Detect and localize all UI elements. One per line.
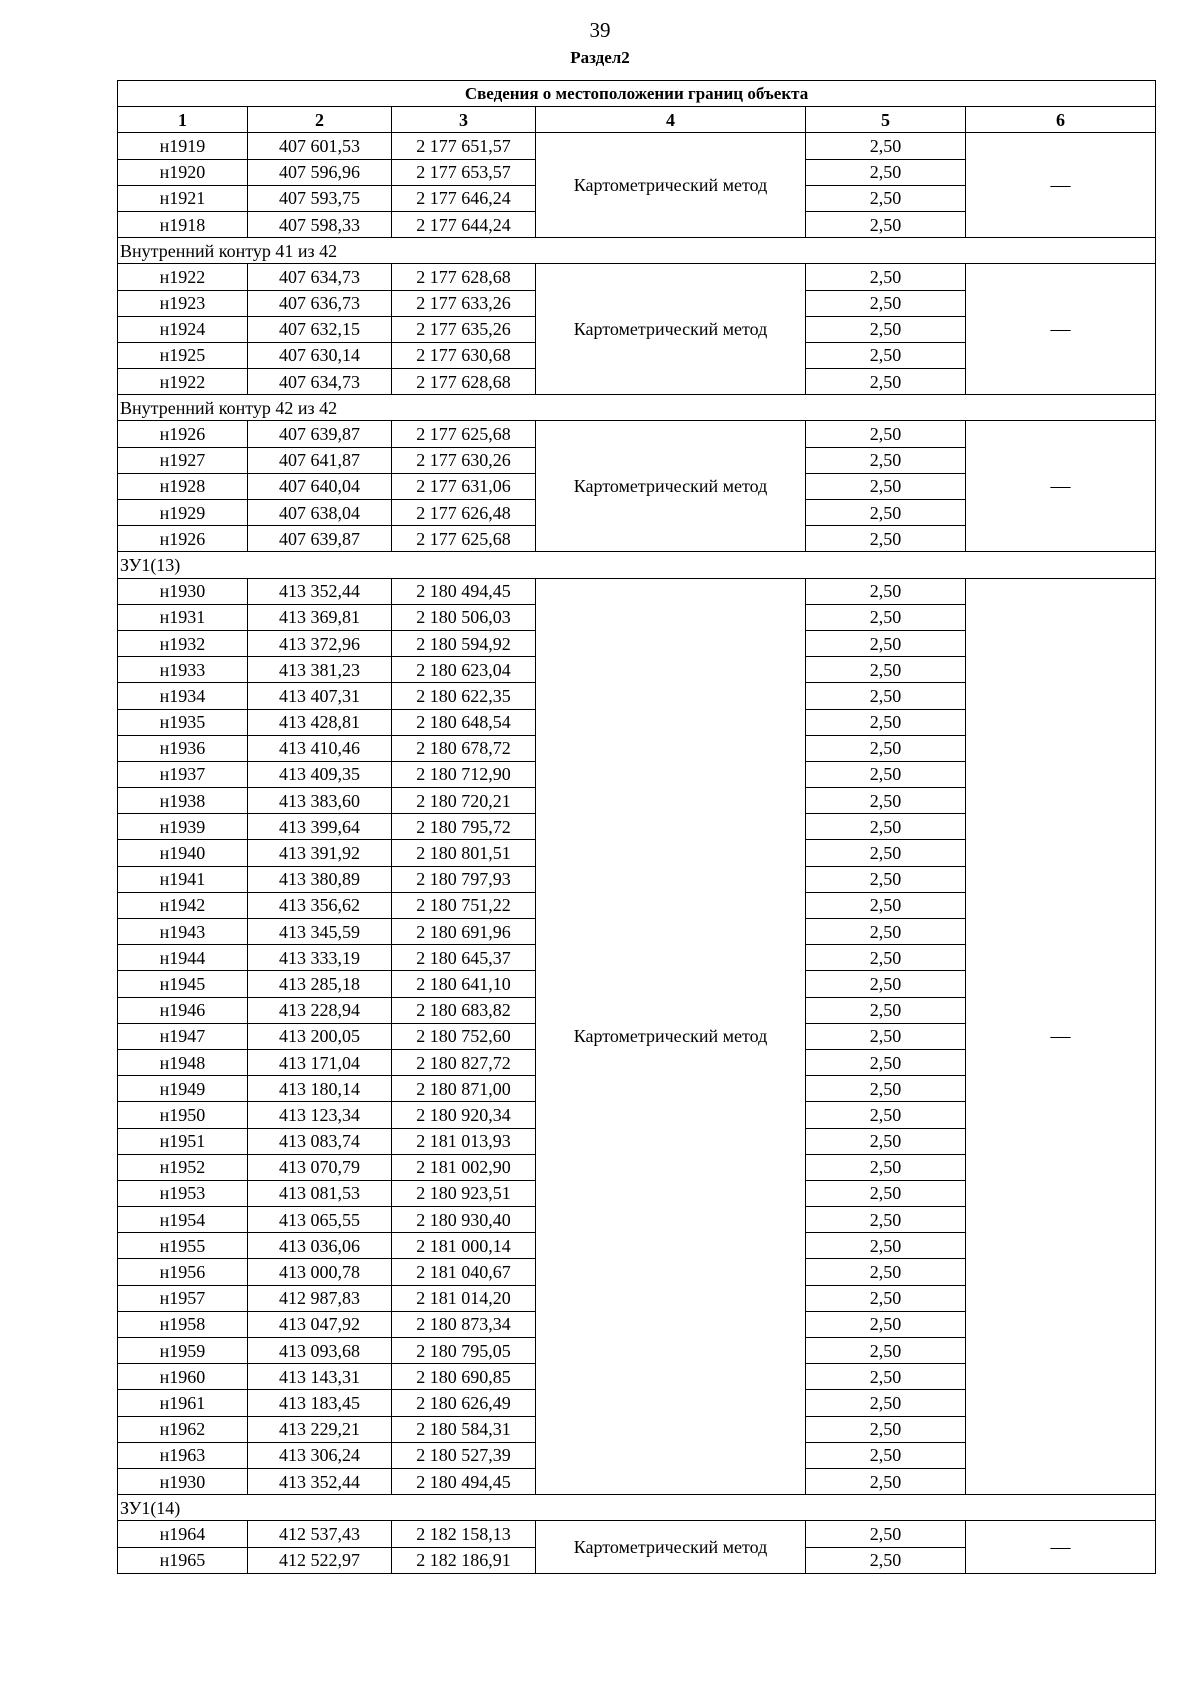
y-coordinate-cell: 2 180 648,54 (392, 709, 536, 735)
column-number: 5 (806, 107, 966, 133)
point-name-cell: н1940 (118, 840, 248, 866)
y-coordinate-cell: 2 181 040,67 (392, 1259, 536, 1285)
accuracy-cell: 2,50 (806, 133, 966, 159)
column-number: 6 (966, 107, 1156, 133)
y-coordinate-cell: 2 177 644,24 (392, 211, 536, 237)
y-coordinate-cell: 2 180 920,34 (392, 1102, 536, 1128)
point-name-cell: н1927 (118, 447, 248, 473)
x-coordinate-cell: 413 081,53 (248, 1180, 392, 1206)
y-coordinate-cell: 2 177 630,68 (392, 342, 536, 368)
accuracy-cell: 2,50 (806, 1416, 966, 1442)
y-coordinate-cell: 2 177 651,57 (392, 133, 536, 159)
x-coordinate-cell: 413 200,05 (248, 1023, 392, 1049)
x-coordinate-cell: 407 634,73 (248, 264, 392, 290)
point-name-cell: н1963 (118, 1442, 248, 1468)
accuracy-cell: 2,50 (806, 264, 966, 290)
accuracy-cell: 2,50 (806, 421, 966, 447)
x-coordinate-cell: 413 228,94 (248, 997, 392, 1023)
x-coordinate-cell: 407 636,73 (248, 290, 392, 316)
x-coordinate-cell: 413 143,31 (248, 1364, 392, 1390)
point-name-cell: н1946 (118, 997, 248, 1023)
column-number: 1 (118, 107, 248, 133)
accuracy-cell: 2,50 (806, 604, 966, 630)
y-coordinate-cell: 2 181 002,90 (392, 1154, 536, 1180)
point-name-cell: н1965 (118, 1547, 248, 1573)
y-coordinate-cell: 2 180 678,72 (392, 735, 536, 761)
table-row (118, 421, 1156, 447)
accuracy-cell: 2,50 (806, 1468, 966, 1494)
y-coordinate-cell: 2 180 622,35 (392, 683, 536, 709)
x-coordinate-cell: 413 171,04 (248, 1049, 392, 1075)
point-name-cell: н1956 (118, 1259, 248, 1285)
x-coordinate-cell: 413 333,19 (248, 945, 392, 971)
accuracy-cell: 2,50 (806, 997, 966, 1023)
y-coordinate-cell: 2 180 930,40 (392, 1207, 536, 1233)
accuracy-cell: 2,50 (806, 526, 966, 552)
x-coordinate-cell: 413 352,44 (248, 578, 392, 604)
accuracy-cell: 2,50 (806, 1442, 966, 1468)
point-name-cell: н1923 (118, 290, 248, 316)
section-label-row (118, 238, 1156, 264)
accuracy-cell: 2,50 (806, 1259, 966, 1285)
y-coordinate-cell: 2 177 628,68 (392, 264, 536, 290)
y-coordinate-cell: 2 180 691,96 (392, 919, 536, 945)
y-coordinate-cell: 2 177 626,48 (392, 500, 536, 526)
y-coordinate-cell: 2 180 797,93 (392, 866, 536, 892)
x-coordinate-cell: 413 047,92 (248, 1311, 392, 1337)
x-coordinate-cell: 413 036,06 (248, 1233, 392, 1259)
y-coordinate-cell: 2 180 923,51 (392, 1180, 536, 1206)
accuracy-cell: 2,50 (806, 1102, 966, 1128)
table-title: Сведения о местоположении границ объекта (118, 81, 1156, 107)
point-name-cell: н1962 (118, 1416, 248, 1442)
accuracy-cell: 2,50 (806, 1180, 966, 1206)
accuracy-cell: 2,50 (806, 316, 966, 342)
point-name-cell: н1937 (118, 761, 248, 787)
accuracy-cell: 2,50 (806, 1207, 966, 1233)
point-name-cell: н1933 (118, 657, 248, 683)
method-cell: Картометрический метод (536, 578, 806, 1495)
method-cell: Картометрический метод (536, 133, 806, 238)
point-name-cell: н1929 (118, 500, 248, 526)
boundary-table (117, 80, 1156, 1574)
accuracy-cell: 2,50 (806, 735, 966, 761)
x-coordinate-cell: 413 229,21 (248, 1416, 392, 1442)
x-coordinate-cell: 407 639,87 (248, 526, 392, 552)
x-coordinate-cell: 413 391,92 (248, 840, 392, 866)
x-coordinate-cell: 413 000,78 (248, 1259, 392, 1285)
accuracy-cell: 2,50 (806, 1521, 966, 1547)
point-name-cell: н1949 (118, 1076, 248, 1102)
accuracy-cell: 2,50 (806, 814, 966, 840)
accuracy-cell: 2,50 (806, 447, 966, 473)
x-coordinate-cell: 413 381,23 (248, 657, 392, 683)
point-name-cell: н1926 (118, 526, 248, 552)
point-name-cell: н1953 (118, 1180, 248, 1206)
y-coordinate-cell: 2 180 720,21 (392, 788, 536, 814)
accuracy-cell: 2,50 (806, 159, 966, 185)
note-dash-cell: — (966, 264, 1156, 395)
section-label-row (118, 552, 1156, 578)
point-name-cell: н1964 (118, 1521, 248, 1547)
note-dash-cell: — (966, 578, 1156, 1495)
page-number: 39 (589, 18, 611, 42)
accuracy-cell: 2,50 (806, 840, 966, 866)
y-coordinate-cell: 2 180 641,10 (392, 971, 536, 997)
accuracy-cell: 2,50 (806, 945, 966, 971)
point-name-cell: н1941 (118, 866, 248, 892)
x-coordinate-cell: 407 601,53 (248, 133, 392, 159)
y-coordinate-cell: 2 177 631,06 (392, 473, 536, 499)
column-number: 2 (248, 107, 392, 133)
x-coordinate-cell: 413 285,18 (248, 971, 392, 997)
x-coordinate-cell: 413 070,79 (248, 1154, 392, 1180)
section-label: Внутренний контур 41 из 42 (118, 238, 1156, 264)
point-name-cell: н1920 (118, 159, 248, 185)
accuracy-cell: 2,50 (806, 211, 966, 237)
y-coordinate-cell: 2 180 795,72 (392, 814, 536, 840)
x-coordinate-cell: 413 383,60 (248, 788, 392, 814)
y-coordinate-cell: 2 180 871,00 (392, 1076, 536, 1102)
y-coordinate-cell: 2 180 683,82 (392, 997, 536, 1023)
y-coordinate-cell: 2 180 584,31 (392, 1416, 536, 1442)
accuracy-cell: 2,50 (806, 342, 966, 368)
x-coordinate-cell: 412 537,43 (248, 1521, 392, 1547)
accuracy-cell: 2,50 (806, 1338, 966, 1364)
accuracy-cell: 2,50 (806, 1076, 966, 1102)
x-coordinate-cell: 413 399,64 (248, 814, 392, 840)
x-coordinate-cell: 407 630,14 (248, 342, 392, 368)
x-coordinate-cell: 413 123,34 (248, 1102, 392, 1128)
x-coordinate-cell: 413 409,35 (248, 761, 392, 787)
point-name-cell: н1926 (118, 421, 248, 447)
point-name-cell: н1959 (118, 1338, 248, 1364)
y-coordinate-cell: 2 180 873,34 (392, 1311, 536, 1337)
point-name-cell: н1938 (118, 788, 248, 814)
point-name-cell: н1943 (118, 919, 248, 945)
x-coordinate-cell: 407 641,87 (248, 447, 392, 473)
column-number-row (118, 107, 1156, 133)
accuracy-cell: 2,50 (806, 1547, 966, 1573)
y-coordinate-cell: 2 180 752,60 (392, 1023, 536, 1049)
x-coordinate-cell: 413 345,59 (248, 919, 392, 945)
accuracy-cell: 2,50 (806, 1285, 966, 1311)
x-coordinate-cell: 413 380,89 (248, 866, 392, 892)
point-name-cell: н1948 (118, 1049, 248, 1075)
point-name-cell: н1942 (118, 892, 248, 918)
x-coordinate-cell: 413 410,46 (248, 735, 392, 761)
accuracy-cell: 2,50 (806, 578, 966, 604)
note-dash-cell: — (966, 1521, 1156, 1573)
accuracy-cell: 2,50 (806, 761, 966, 787)
x-coordinate-cell: 407 638,04 (248, 500, 392, 526)
y-coordinate-cell: 2 181 000,14 (392, 1233, 536, 1259)
point-name-cell: н1924 (118, 316, 248, 342)
point-name-cell: н1944 (118, 945, 248, 971)
point-name-cell: н1934 (118, 683, 248, 709)
x-coordinate-cell: 412 987,83 (248, 1285, 392, 1311)
section-label: Внутренний контур 42 из 42 (118, 395, 1156, 421)
y-coordinate-cell: 2 180 751,22 (392, 892, 536, 918)
point-name-cell: н1961 (118, 1390, 248, 1416)
y-coordinate-cell: 2 181 014,20 (392, 1285, 536, 1311)
y-coordinate-cell: 2 180 712,90 (392, 761, 536, 787)
accuracy-cell: 2,50 (806, 500, 966, 526)
x-coordinate-cell: 412 522,97 (248, 1547, 392, 1573)
note-dash-cell: — (966, 421, 1156, 552)
accuracy-cell: 2,50 (806, 1128, 966, 1154)
accuracy-cell: 2,50 (806, 290, 966, 316)
x-coordinate-cell: 413 065,55 (248, 1207, 392, 1233)
point-name-cell: н1936 (118, 735, 248, 761)
y-coordinate-cell: 2 180 594,92 (392, 630, 536, 656)
x-coordinate-cell: 407 598,33 (248, 211, 392, 237)
y-coordinate-cell: 2 180 494,45 (392, 578, 536, 604)
x-coordinate-cell: 413 356,62 (248, 892, 392, 918)
point-name-cell: н1955 (118, 1233, 248, 1259)
accuracy-cell: 2,50 (806, 1311, 966, 1337)
point-name-cell: н1950 (118, 1102, 248, 1128)
accuracy-cell: 2,50 (806, 630, 966, 656)
accuracy-cell: 2,50 (806, 1023, 966, 1049)
table-title-row (118, 81, 1156, 107)
y-coordinate-cell: 2 177 646,24 (392, 185, 536, 211)
table-row (118, 1521, 1156, 1547)
point-name-cell: н1922 (118, 369, 248, 395)
x-coordinate-cell: 407 593,75 (248, 185, 392, 211)
section-label: ЗУ1(14) (118, 1495, 1156, 1521)
point-name-cell: н1921 (118, 185, 248, 211)
point-name-cell: н1930 (118, 578, 248, 604)
x-coordinate-cell: 407 639,87 (248, 421, 392, 447)
y-coordinate-cell: 2 180 494,45 (392, 1468, 536, 1494)
accuracy-cell: 2,50 (806, 866, 966, 892)
x-coordinate-cell: 413 428,81 (248, 709, 392, 735)
y-coordinate-cell: 2 180 645,37 (392, 945, 536, 971)
point-name-cell: н1945 (118, 971, 248, 997)
y-coordinate-cell: 2 181 013,93 (392, 1128, 536, 1154)
x-coordinate-cell: 413 407,31 (248, 683, 392, 709)
x-coordinate-cell: 407 634,73 (248, 369, 392, 395)
point-name-cell: н1958 (118, 1311, 248, 1337)
section-title: Раздел2 (570, 48, 630, 67)
section-label-row (118, 395, 1156, 421)
accuracy-cell: 2,50 (806, 1390, 966, 1416)
x-coordinate-cell: 413 352,44 (248, 1468, 392, 1494)
point-name-cell: н1960 (118, 1364, 248, 1390)
y-coordinate-cell: 2 180 626,49 (392, 1390, 536, 1416)
x-coordinate-cell: 413 372,96 (248, 630, 392, 656)
y-coordinate-cell: 2 177 653,57 (392, 159, 536, 185)
note-dash-cell: — (966, 133, 1156, 238)
y-coordinate-cell: 2 177 630,26 (392, 447, 536, 473)
point-name-cell: н1930 (118, 1468, 248, 1494)
boundary-table-body (118, 81, 1156, 1574)
y-coordinate-cell: 2 180 506,03 (392, 604, 536, 630)
x-coordinate-cell: 407 640,04 (248, 473, 392, 499)
point-name-cell: н1922 (118, 264, 248, 290)
accuracy-cell: 2,50 (806, 892, 966, 918)
accuracy-cell: 2,50 (806, 1049, 966, 1075)
y-coordinate-cell: 2 177 625,68 (392, 421, 536, 447)
point-name-cell: н1952 (118, 1154, 248, 1180)
accuracy-cell: 2,50 (806, 683, 966, 709)
y-coordinate-cell: 2 177 633,26 (392, 290, 536, 316)
point-name-cell: н1918 (118, 211, 248, 237)
x-coordinate-cell: 413 369,81 (248, 604, 392, 630)
y-coordinate-cell: 2 182 186,91 (392, 1547, 536, 1573)
x-coordinate-cell: 407 596,96 (248, 159, 392, 185)
column-number: 4 (536, 107, 806, 133)
point-name-cell: н1957 (118, 1285, 248, 1311)
accuracy-cell: 2,50 (806, 1364, 966, 1390)
y-coordinate-cell: 2 177 628,68 (392, 369, 536, 395)
accuracy-cell: 2,50 (806, 473, 966, 499)
column-number: 3 (392, 107, 536, 133)
y-coordinate-cell: 2 182 158,13 (392, 1521, 536, 1547)
accuracy-cell: 2,50 (806, 919, 966, 945)
table-row (118, 578, 1156, 604)
y-coordinate-cell: 2 180 795,05 (392, 1338, 536, 1364)
point-name-cell: н1931 (118, 604, 248, 630)
point-name-cell: н1928 (118, 473, 248, 499)
accuracy-cell: 2,50 (806, 657, 966, 683)
point-name-cell: н1951 (118, 1128, 248, 1154)
method-cell: Картометрический метод (536, 421, 806, 552)
accuracy-cell: 2,50 (806, 1154, 966, 1180)
point-name-cell: н1939 (118, 814, 248, 840)
accuracy-cell: 2,50 (806, 788, 966, 814)
x-coordinate-cell: 413 306,24 (248, 1442, 392, 1468)
point-name-cell: н1947 (118, 1023, 248, 1049)
point-name-cell: н1932 (118, 630, 248, 656)
accuracy-cell: 2,50 (806, 185, 966, 211)
y-coordinate-cell: 2 180 527,39 (392, 1442, 536, 1468)
accuracy-cell: 2,50 (806, 1233, 966, 1259)
section-label-row (118, 1495, 1156, 1521)
x-coordinate-cell: 407 632,15 (248, 316, 392, 342)
y-coordinate-cell: 2 180 690,85 (392, 1364, 536, 1390)
y-coordinate-cell: 2 177 635,26 (392, 316, 536, 342)
section-label: ЗУ1(13) (118, 552, 1156, 578)
table-row (118, 133, 1156, 159)
y-coordinate-cell: 2 180 827,72 (392, 1049, 536, 1075)
point-name-cell: н1925 (118, 342, 248, 368)
method-cell: Картометрический метод (536, 264, 806, 395)
x-coordinate-cell: 413 093,68 (248, 1338, 392, 1364)
method-cell: Картометрический метод (536, 1521, 806, 1573)
y-coordinate-cell: 2 180 801,51 (392, 840, 536, 866)
table-row (118, 264, 1156, 290)
accuracy-cell: 2,50 (806, 709, 966, 735)
point-name-cell: н1919 (118, 133, 248, 159)
y-coordinate-cell: 2 177 625,68 (392, 526, 536, 552)
y-coordinate-cell: 2 180 623,04 (392, 657, 536, 683)
x-coordinate-cell: 413 180,14 (248, 1076, 392, 1102)
accuracy-cell: 2,50 (806, 369, 966, 395)
x-coordinate-cell: 413 083,74 (248, 1128, 392, 1154)
accuracy-cell: 2,50 (806, 971, 966, 997)
point-name-cell: н1935 (118, 709, 248, 735)
point-name-cell: н1954 (118, 1207, 248, 1233)
x-coordinate-cell: 413 183,45 (248, 1390, 392, 1416)
